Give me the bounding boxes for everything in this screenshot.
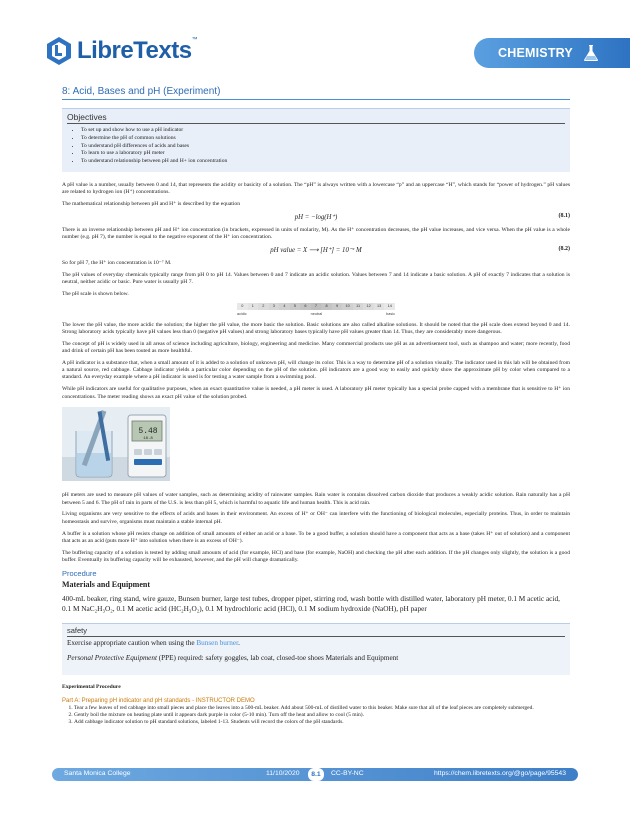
footer-college: Santa Monica College (64, 770, 131, 777)
experimental-procedure-heading: Experimental Procedure (62, 683, 121, 690)
equation-expression: pH = −log(H⁺) (294, 213, 338, 221)
ph-scale-cell: 14 (384, 303, 395, 310)
bunsen-burner-link[interactable]: Bunsen burner (196, 638, 239, 647)
paragraph-ph7: So for pH 7, the H⁺ ion concentration is 10⁻⁷ M. (62, 259, 172, 266)
libretexts-logo[interactable] (44, 36, 197, 66)
footer-license: CC-BY-NC (331, 770, 364, 777)
objective-item: • To understand pH differences of acids and bases (81, 143, 565, 151)
objective-item: • To set up and show how to use a pH indicator (81, 127, 565, 135)
ph-scale-cell: 2 (258, 303, 269, 310)
libretexts-logo-icon (44, 36, 74, 66)
ph-scale-cell: 9 (332, 303, 343, 310)
paragraph-scale-intro: The pH scale is shown below. (62, 290, 129, 297)
objective-item: • To learn to use a laboratory pH meter (81, 150, 565, 158)
footer-page-number: 8.1 (308, 768, 324, 781)
ph-scale-cell: 0 (237, 303, 248, 310)
paragraph-ph-indicator: A pH indicator is a substance that, when a small amount of it is added to a solution of unknown pH, will change its color. This is a way to determine pH of a solution visually. The indicator used in this lab will be obtained from a natural source, red cabbage. Cabbage indicator yields a particular color depending on the pH of the solution. pH indicators are a good way to easily and quickly show the approximate pH by color when compared to a standard. An everyday example where a pH indicator is used is for testing a water sample from a swimming pool. (62, 359, 570, 381)
ph-scale-cell: 13 (374, 303, 385, 310)
page-footer (52, 768, 578, 781)
ph-scale-cell: 3 (269, 303, 280, 310)
flask-icon (583, 44, 599, 62)
procedure-step: 3. Add cabbage indicator solution to pH standard solutions, labeled 1-13. Students will record the colors of the pH standards. (74, 719, 570, 726)
equation-number: (8.2) (558, 245, 570, 252)
ph-scale-figure (237, 303, 395, 316)
meter-reading: 5.48 (138, 427, 158, 437)
acidic-label: acidic (237, 311, 247, 316)
paragraph-lower-ph: The lower the pH value, the more acidic the solution; the higher the pH value, the more basic the solution. Basic solutions are also called alkaline solutions. It should be noted that the pH scale does extend beyond 0 and 14. Strong laboratory acids typically have pH values less than 0 (negative pH values) and strong laboratory bases typically have pH values greater than 14. Thus, they are considerably more dangerous. (62, 321, 570, 335)
ph-scale-cell: 4 (279, 303, 290, 310)
ph-scale-cell: 11 (353, 303, 364, 310)
footer-date: 11/10/2020 (266, 770, 300, 777)
paragraph-ph-range: The pH values of everyday chemicals typically range from pH 0 to pH 14. Values between 0 and 7 indicate an acidic solution. Values between 7 and 14 indicate a basic solution. A pH of exactly 7 indicates that a solution is neutral, neither acidic or basic. Pure water is usually pH 7. (62, 271, 570, 286)
materials-heading: Materials and Equipment (62, 579, 151, 589)
part-a-steps (62, 705, 570, 727)
subject-label: CHEMISTRY (498, 46, 573, 60)
paragraph-organisms: Living organisms are very sensitive to the effects of acids and bases in their environment. An excess of H⁺ or OH⁻ can interfere with the functioning of biological molecules, especially proteins. Thus, in order to maintain homeostasis and survive, organisms must maintain a stable internal pH. (62, 511, 570, 525)
equation-8-1 (62, 213, 570, 224)
meter-temp: 18.8 (143, 437, 153, 442)
paragraph-equation-intro: The mathematical relationship between pH and H⁺ is described by the equation (62, 201, 241, 208)
objective-item: • To determine the pH of common solutions (81, 135, 565, 143)
ph-scale-bar (237, 303, 395, 310)
objectives-box (62, 108, 570, 172)
safety-title: safety (67, 626, 565, 637)
ph-scale-cell: 7 (311, 303, 322, 310)
part-a-heading: Part A: Preparing pH indicator and pH standards - INSTRUCTOR DEMO (62, 697, 255, 704)
paragraph-rainwater: pH meters are used to measure pH values of water samples, such as determining acidity of rainwater samples. Rain water is contains dissolved carbon dioxide that produces a weakly acidic solution. Rain naturally has a pH between 5 and 6. The pH of rain in parts of the U.S. is less than pH 5, which is harmful to aquatic life and human health. This is acid rain. (62, 492, 570, 506)
ph-scale-labels (237, 312, 395, 316)
procedure-heading: Procedure (62, 568, 97, 578)
page-header (0, 0, 630, 80)
objectives-title: Objectives (67, 112, 565, 124)
footer-url[interactable]: https://chem.libretexts.org/@go/page/95543 (434, 770, 566, 777)
ph-scale-cell: 10 (342, 303, 353, 310)
ph-scale-cell: 5 (290, 303, 301, 310)
procedure-step: 1. Tear a few leaves of red cabbage into small pieces and place the leaves into a 500-mL beaker. Add about 500-mL of distilled water to this beaker. Make sure that all of the leaf pieces are completely submerged. (74, 705, 570, 712)
ph-scale-cell: 12 (363, 303, 374, 310)
safety-ppe: Personal Protective Equipment (PPE) required: safety goggles, lab coat, closed-toe shoes Materials and Equipment (67, 654, 399, 663)
paragraph-ph-definition: A pH value is a number, usually between 0 and 14, that represents the acidity or basicity of a solution. The “pH” is always written with a lowercase “p” and an uppercase “H”, which stands for “power of hydrogen.” pH values are related to hydrogen ion (H⁺) concentrations. (62, 181, 570, 196)
logo-wordmark: LibreTexts™ (77, 37, 198, 64)
objectives-list (67, 127, 565, 166)
ph-scale-cell: 8 (321, 303, 332, 310)
paragraph-inverse-relationship: There is an inverse relationship between pH and H⁺ ion concentration (in brackets, expressed in units of molarity, M). As the H⁺ concentration decreases, the pH value increases, and vice versa. When the pH value is a whole number (e.g. pH 7), the number is equal to the negative exponent of the H⁺ ion concentration. (62, 226, 570, 241)
procedure-step: 2. Gently boil the mixture on heating plate until it appears dark purple in color (5-10 min). Turn off the heat and allow to cool (5 min). (74, 712, 570, 719)
paragraph-buffer-capacity: The buffering capacity of a solution is tested by adding small amounts of acid (for example, HCl) and base (for example, NaOH) and checking the pH after each addition. If the pH changes only slightly, the solution is a good buffer. Eventually its buffering capacity will be exhausted, however, and the pH will change dramatically. (62, 549, 570, 563)
neutral-label: neutral (310, 311, 323, 316)
ph-meter-photo (62, 407, 170, 481)
ph-scale-cell: 6 (300, 303, 311, 310)
paragraph-buffer: A buffer is a solution whose pH resists change on addition of small amounts of either an acid or a base. To be a good buffer, a solution should have a component that acts as a base (takes H⁺ out of solution) and a component that acts as an acid (puts more H⁺ into solution when there is an excess of OH⁻). (62, 530, 570, 544)
materials-list: 400-mL beaker, ring stand, wire gauze, Bunsen burner, large test tubes, dropper pipet, stirring rod, wash bottle with distilled water, laboratory pH meter, 0.1 M acetic acid, 0.1 M NaC₂H₃O₂, 0.1 M acetic acid (HC₂H₃O₂), 0.1 M hydrochloric acid (HCl), 0.1 M sodium hydroxide (NaOH), pH paper (62, 593, 560, 614)
equation-8-2 (62, 246, 570, 257)
paragraph-ph-concept: The concept of pH is widely used in all areas of science including agriculture, biology, engineering and medicine. Many commercial products use pH as an advertisement tool, such as shampoo and water; more recently, food and drink of certain pH has been touted as more healthful. (62, 340, 570, 355)
page-title: 8: Acid, Bases and pH (Experiment) (62, 86, 570, 100)
safety-box (62, 623, 570, 675)
main-content (62, 86, 570, 727)
basic-label: basic (386, 311, 395, 316)
equation-number: (8.1) (558, 212, 570, 219)
paragraph-ph-meter: While pH indicators are useful for qualitative purposes, when an exact quantitative value is needed, a pH meter is used. A laboratory pH meter typically has a special probe capped with a membrane that is sensitive to H⁺ ion concentrations. The meter reading shows an exact pH value of the solution probed. (62, 386, 570, 400)
safety-caution: Exercise appropriate caution when using the Bunsen burner. (67, 638, 240, 647)
ph-scale-cell: 1 (248, 303, 259, 310)
equation-expression: pH value = X ⟶ [H⁺] = 10⁻ˣ M (270, 246, 362, 254)
objective-item: • To understand relationship between pH and H+ ion concentration (81, 158, 565, 166)
subject-banner[interactable] (474, 38, 630, 68)
